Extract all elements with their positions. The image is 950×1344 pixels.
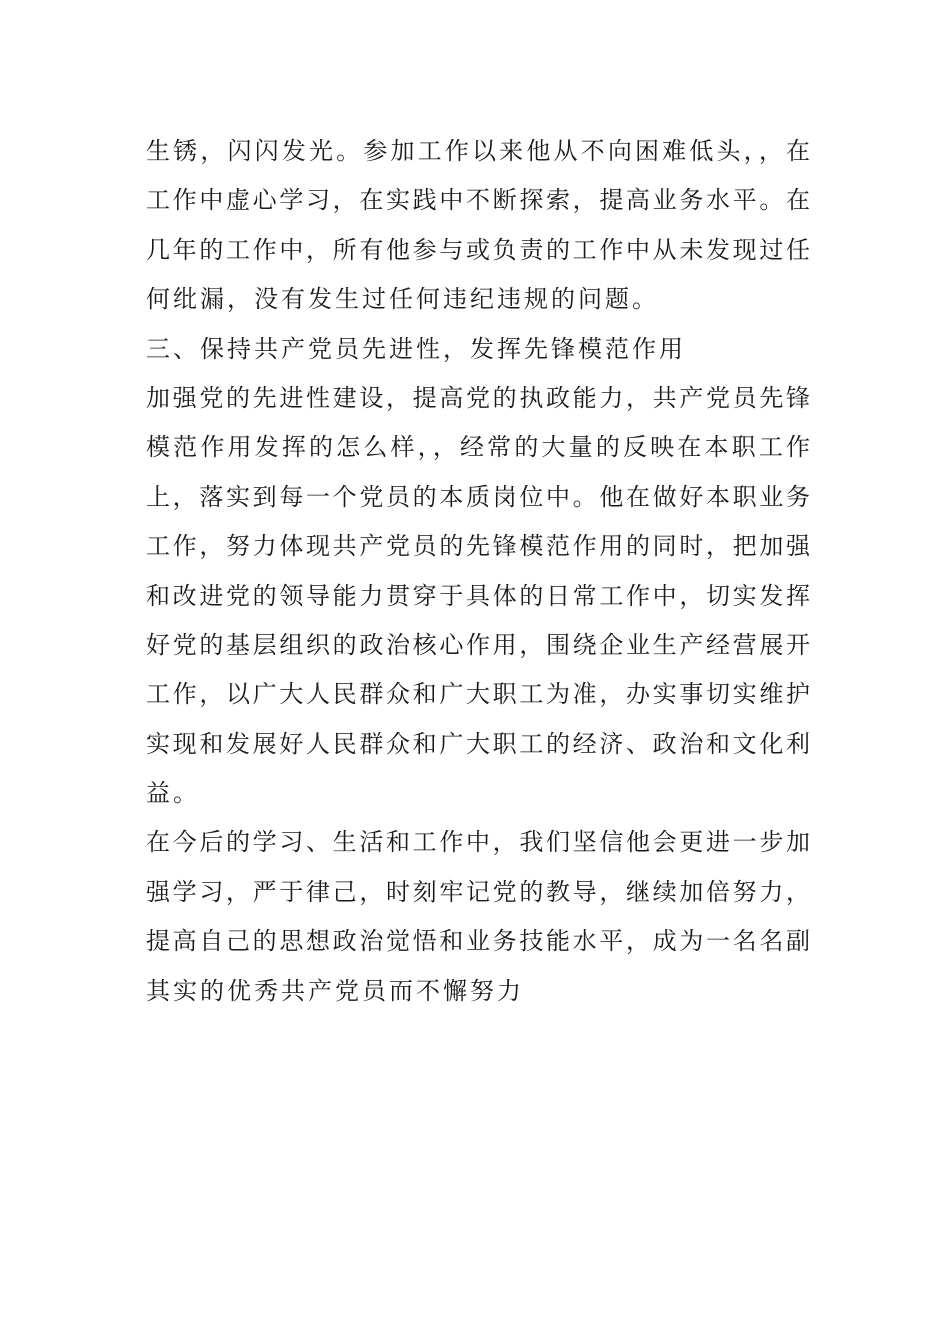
text-line-3: 几年的工作中，所有他参与或负责的工作中从未发现过任 — [146, 235, 810, 264]
text-line-13: 实现和发展好人民群众和广大职工的经济、政治和文化利 — [146, 729, 810, 758]
text-line-9: 工作，努力体现共产党员的先锋模范作用的同时，把加强 — [146, 532, 810, 561]
text-line-14: 益。 — [146, 779, 200, 808]
section-heading: 三、保持共产党员先进性，发挥先锋模范作用 — [146, 334, 686, 363]
document-body — [146, 127, 810, 1016]
text-line-1: 生锈，闪闪发光。参加工作以来他从不向困难低头，，在 — [146, 137, 810, 165]
text-line-10: 和改进党的领导能力贯穿于具体的日常工作中，切实发挥 — [146, 581, 810, 610]
text-line-18: 其实的优秀共产党员而不懈努力 — [146, 976, 524, 1005]
text-line-15: 在今后的学习、生活和工作中，我们坚信他会更进一步加 — [146, 828, 810, 857]
text-line-12: 工作，以广大人民群众和广大职工为准，办实事切实维护 — [146, 680, 810, 709]
text-line-16: 强学习，严于律己，时刻牢记党的教导，继续加倍努力， — [146, 877, 810, 906]
text-line-17: 提高自己的思想政治觉悟和业务技能水平，成为一名名副 — [146, 927, 810, 956]
text-line-7: 模范作用发挥的怎么样，，经常的大量的反映在本职工作 — [146, 433, 810, 462]
text-line-6: 加强党的先进性建设，提高党的执政能力，共产党员先锋 — [146, 383, 810, 412]
text-line-2: 工作中虚心学习，在实践中不断探索，提高业务水平。在 — [146, 186, 810, 215]
text-line-8: 上，落实到每一个党员的本质岗位中。他在做好本职业务 — [146, 482, 810, 511]
text-line-4: 何纰漏，没有发生过任何违纪违规的问题。 — [146, 285, 659, 314]
text-line-11: 好党的基层组织的政治核心作用，围绕企业生产经营展开 — [146, 630, 810, 659]
